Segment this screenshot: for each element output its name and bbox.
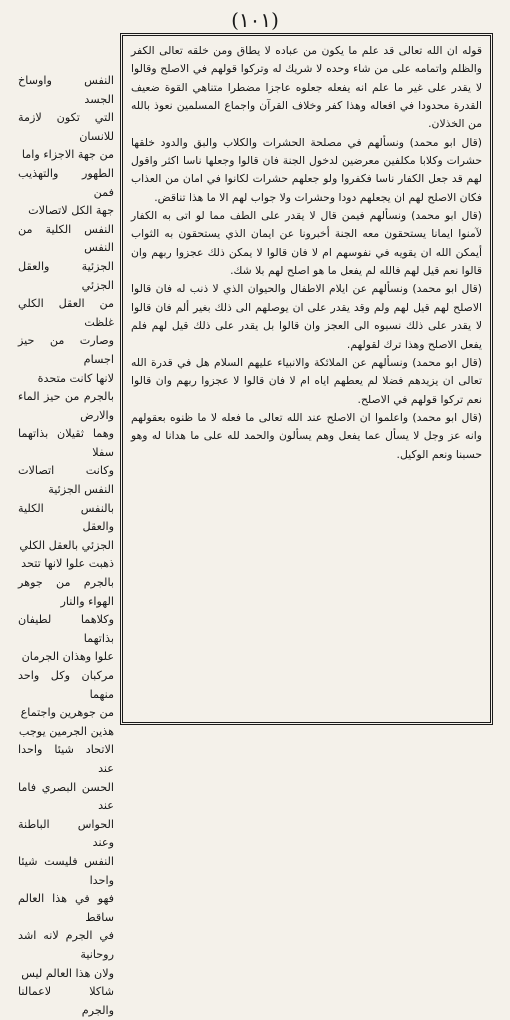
- main-paragraph: (قال ابو محمد) ونسألهم في مصلحة الحشرات والكلاب والبق والدود خلقها حشرات وكلابا مكلفين معرضين لدخول الجنة فان قالوا وجعلها ناسا اكثر واقول لهم قد جعل الكفار ناسا فكفروا ولو جعلهم حشرات لكانوا في امان من العذاب فكان الاصلح لهم ان يجعلهم دودا وحشرات ولا جواب لهم الا ما هذا تناقض.: [131, 135, 482, 204]
- page-number: (١٠١): [231, 8, 279, 32]
- margin-line: الجزئي بالعقل الكلي: [19, 538, 114, 552]
- margin-line: من العقل الكلي غلظت: [18, 297, 114, 329]
- margin-line: الاتحاد شيئا واحدا عند: [18, 743, 114, 775]
- margin-line: ولان هذا العالم ليس: [21, 966, 114, 980]
- margin-line: الحواس الباطنة وعند: [18, 817, 114, 850]
- margin-line: هذين الجرمين يوجب: [18, 724, 114, 738]
- main-text: [131, 42, 482, 464]
- margin-line: في الجرم لانه اشد روحانية: [18, 929, 114, 961]
- margin-line: لانها كانت متحدة: [37, 371, 114, 385]
- margin-line: وهما ثقيلان بذاتهما سفلا: [18, 427, 114, 459]
- main-paragraph: (قال ابو محمد) ونسألهم فيمن قال لا يقدر على الطف مما لو اتى به الكفار لآمنوا ايمانا يستحقون معه الجنة أخبرونا عن ايمان الذي يستحقون به الثواب أيمكن الله ان يقويه في نفوسهم ام لا فان قالوا لا يمكن ذلك عجزوا ربهم وان قالوا نعم قيل لهم فالله لم يفعل ما هو اصلح لهم بلا شك.: [131, 209, 482, 278]
- main-paragraph: (قال ابو محمد) واعلموا ان الاصلح عند الله تعالى ما فعله لا ما ظنوه بعقولهم وانه عز وجل لا يسأل عما يفعل وهم يسألون والحمد لله على ما هدانا له وهو حسبنا ونعم الوكيل.: [131, 410, 482, 461]
- margin-line: النفس فليست شيئا واحدا: [18, 854, 114, 887]
- margin-line: بالجرم من جوهر الهواء والنار: [18, 576, 114, 608]
- margin-commentary: [18, 72, 114, 1017]
- margin-line: بالجرم من حيز الماء والارض: [18, 390, 114, 422]
- margin-line: وصارت من حيز اجسام: [18, 334, 114, 366]
- margin-line: علوا وهذان الجرمان: [21, 650, 114, 664]
- margin-line: مركبان وكل واحد منهما: [18, 669, 114, 701]
- margin-line: الحسن البصري فاما عند: [18, 780, 114, 813]
- margin-line: النفس واوساخ الجسد: [18, 74, 114, 106]
- margin-line: النفس الكلية من النفس: [18, 222, 114, 255]
- margin-line: من جهة الاجزاء واما: [21, 148, 114, 162]
- margin-line: بالنفس الكلية والعقل: [18, 501, 114, 534]
- margin-line: الجزئية والعقل الجزئي: [18, 259, 114, 292]
- margin-line: من جوهرين واجتماع: [20, 706, 114, 720]
- margin-line: الطهور والتهذيب فمن: [18, 166, 114, 199]
- main-paragraph: قوله ان الله تعالى قد علم ما يكون من عباده لا يطاق ومن خلقه تعالى الكفر والظلم واتمامه على من شاء وحده لا شريك له وتركوا قولهم في الاصلح وقالوا لا يقدر على غير ما علم انه يفعله جعلوه عاجزا مضطرا متناهي القوة ضعيف القدرة محدودا في افعاله وهذا كفر وخلاف القرآن واجماع المسلمين نعوذ بالله من الخذلان.: [131, 44, 482, 131]
- margin-line: ذهبت علوا لانها تتحد: [21, 557, 114, 571]
- margin-line: وكلاهما لطيفان بذاتهما: [18, 613, 114, 645]
- main-paragraph: (قال ابو محمد) ونسألهم عن ايلام الاطفال والحيوان الذي لا ذنب له فان قالوا الاصلح لهم قيل لهم ولم وقد يقدر على ان يوصلهم الى ذلك بغير ألم فان قالوا لا يقدر على ذلك نسبوه الى العجز وان قالوا بل يقدر على ذلك قيل لهم فلم يفعل الاصلح وهذا ترك لقولهم.: [131, 282, 482, 351]
- margin-line: فهو في هذا العالم ساقط: [18, 892, 114, 924]
- main-text-frame: [120, 33, 493, 725]
- margin-line: التي تكون لازمة للانسان: [18, 111, 114, 143]
- margin-line: جهة الكل لاتصالات: [28, 204, 114, 218]
- main-paragraph: (قال ابو محمد) ونسألهم عن الملائكة والانبياء عليهم السلام هل في قدرة الله تعالى ان يزيدهم فضلا لم يعطهم اياه ام لا فان قالوا لا عجزوا ربهم وان قالوا نعم تركوا قولهم في الاصلح.: [131, 355, 482, 406]
- margin-line: وكانت اتصالات النفس الجزئية: [18, 464, 114, 497]
- margin-line: شاكلا لاعمالنا والجرم: [18, 985, 114, 1017]
